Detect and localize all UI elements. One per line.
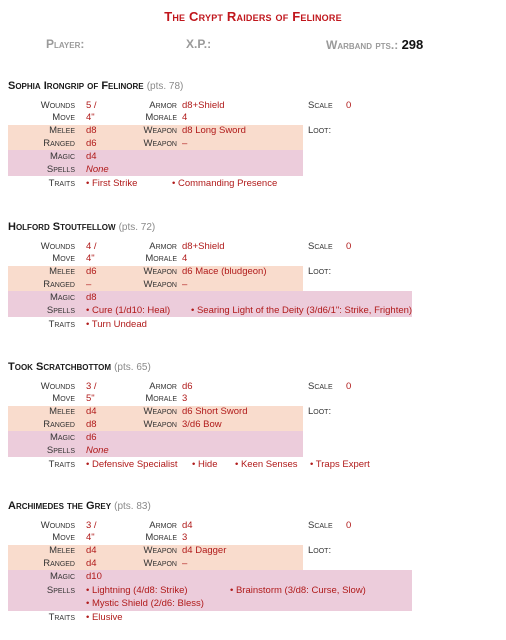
- warrior-name-row: [8, 80, 183, 92]
- armor-value: d8+Shield: [182, 241, 225, 252]
- warrior-card-took: [0, 361, 506, 483]
- wounds-label: Wounds: [40, 241, 75, 252]
- move-label: Move: [52, 253, 75, 264]
- armor-value: d4: [182, 520, 193, 531]
- wounds-value: 4 /: [86, 241, 97, 252]
- warrior-name: Holford Stoutfellow: [8, 221, 116, 233]
- melee-value: d4: [86, 545, 97, 556]
- warrior-pts: (pts. 78): [146, 81, 184, 92]
- melee-value: d4: [86, 406, 97, 417]
- move-label: Move: [52, 112, 75, 123]
- magic-label: Magic: [49, 571, 75, 582]
- morale-label: Morale: [145, 532, 177, 543]
- loot-label: Loot:: [308, 406, 332, 417]
- morale-label: Morale: [145, 112, 177, 123]
- armor-value: d6: [182, 381, 193, 392]
- magic-value: d8: [86, 292, 97, 303]
- wounds-value: 3 /: [86, 381, 97, 392]
- magic-value: d10: [86, 571, 102, 582]
- xp-label: X.P.:: [186, 37, 212, 51]
- warrior-card-holford: [0, 221, 506, 343]
- scale-value: 0: [346, 520, 352, 531]
- armor-label: Armor: [149, 241, 177, 252]
- trait-item: • Defensive Specialist: [86, 459, 178, 470]
- loot-label: Loot:: [308, 125, 332, 136]
- spell-item: • Searing Light of the Deity (3/d6/1": Strike, Frighten): [191, 305, 413, 316]
- warrior-name-row: [8, 221, 155, 233]
- scale-value: 0: [346, 100, 352, 111]
- melee-value: d8: [86, 125, 97, 136]
- loot-label: Loot:: [308, 545, 332, 556]
- scale-label: Scale: [308, 241, 333, 252]
- ranged-label: Ranged: [43, 419, 75, 430]
- traits-label: Traits: [48, 459, 75, 470]
- spells-label: Spells: [46, 305, 75, 316]
- melee-label: Melee: [49, 545, 75, 556]
- warrior-card-sophia: [0, 80, 506, 202]
- weapon-ranged-value: 3/d6 Bow: [182, 419, 222, 430]
- player-label: Player:: [46, 37, 85, 51]
- armor-label: Armor: [149, 381, 177, 392]
- magic-label: Magic: [49, 432, 75, 443]
- morale-value: 4: [182, 112, 188, 123]
- move-label: Move: [52, 393, 75, 404]
- spell-item: • Lightning (4/d8: Strike): [86, 585, 188, 596]
- magic-label: Magic: [49, 292, 75, 303]
- weapon-melee-value: d4 Dagger: [182, 545, 227, 556]
- weapon-melee-label: Weapon: [143, 406, 177, 417]
- morale-value: 3: [182, 393, 188, 404]
- warband-pts-value: 298: [401, 37, 424, 52]
- morale-value: 3: [182, 532, 188, 543]
- scale-value: 0: [346, 241, 352, 252]
- spells-label: Spells: [46, 585, 75, 596]
- spell-item: • Mystic Shield (2/d6: Bless): [86, 598, 204, 609]
- ranged-label: Ranged: [43, 558, 75, 569]
- morale-label: Morale: [145, 253, 177, 264]
- armor-label: Armor: [149, 520, 177, 531]
- morale-value: 4: [182, 253, 188, 264]
- trait-item: • First Strike: [86, 178, 138, 189]
- weapon-ranged-label: Weapon: [143, 138, 177, 149]
- traits-label: Traits: [48, 612, 75, 623]
- warrior-name-row: [8, 500, 151, 512]
- scale-label: Scale: [308, 381, 333, 392]
- spell-item: • Cure (1/d10: Heal): [86, 305, 171, 316]
- scale-label: Scale: [308, 100, 333, 111]
- armor-value: d8+Shield: [182, 100, 225, 111]
- move-value: 5": [86, 393, 95, 404]
- weapon-ranged-label: Weapon: [143, 419, 177, 430]
- move-value: 4": [86, 532, 95, 543]
- warrior-name: Archimedes the Grey: [8, 500, 112, 512]
- wounds-value: 5 /: [86, 100, 97, 111]
- warrior-pts: (pts. 83): [114, 501, 151, 512]
- weapon-melee-label: Weapon: [143, 266, 177, 277]
- melee-label: Melee: [49, 125, 75, 136]
- weapon-melee-label: Weapon: [143, 545, 177, 556]
- wounds-label: Wounds: [40, 520, 75, 531]
- warrior-name-row: [8, 361, 151, 373]
- weapon-ranged-value: –: [182, 558, 188, 569]
- warrior-pts: (pts. 72): [118, 222, 156, 233]
- warband-pts-field: [326, 37, 423, 52]
- wounds-value: 3 /: [86, 520, 97, 531]
- trait-item: • Commanding Presence: [172, 178, 278, 189]
- ranged-label: Ranged: [43, 138, 75, 149]
- trait-item: • Hide: [192, 459, 218, 470]
- move-value: 4": [86, 253, 95, 264]
- weapon-ranged-value: –: [182, 138, 188, 149]
- melee-value: d6: [86, 266, 97, 277]
- warrior-name: Sophia Irongrip of Felinore: [8, 80, 144, 92]
- move-value: 4": [86, 112, 95, 123]
- armor-label: Armor: [149, 100, 177, 111]
- trait-item: • Elusive: [86, 612, 123, 623]
- trait-item: • Turn Undead: [86, 319, 147, 330]
- ranged-value: –: [86, 279, 92, 290]
- warrior-name: Took Scratchbottom: [8, 361, 112, 373]
- magic-value: d4: [86, 151, 97, 162]
- weapon-melee-value: d6 Short Sword: [182, 406, 248, 417]
- magic-label: Magic: [49, 151, 75, 162]
- weapon-ranged-label: Weapon: [143, 558, 177, 569]
- warrior-pts: (pts. 65): [114, 362, 151, 373]
- warband-pts-label: Warband pts.:: [326, 38, 399, 52]
- spells-value: None: [86, 445, 109, 456]
- melee-label: Melee: [49, 406, 75, 417]
- wounds-label: Wounds: [40, 381, 75, 392]
- spells-value: None: [86, 164, 109, 175]
- weapon-melee-value: d6 Mace (bludgeon): [182, 266, 267, 277]
- wounds-label: Wounds: [40, 100, 75, 111]
- traits-label: Traits: [48, 178, 75, 189]
- scale-label: Scale: [308, 520, 333, 531]
- ranged-value: d4: [86, 558, 97, 569]
- page-title: The Crypt Raiders of Felinore: [164, 9, 342, 24]
- warrior-card-archimedes: [0, 500, 506, 636]
- weapon-ranged-label: Weapon: [143, 279, 177, 290]
- move-label: Move: [52, 532, 75, 543]
- traits-label: Traits: [48, 319, 75, 330]
- melee-label: Melee: [49, 266, 75, 277]
- spell-item: • Brainstorm (3/d8: Curse, Slow): [230, 585, 366, 596]
- spells-label: Spells: [46, 164, 75, 175]
- scale-value: 0: [346, 381, 352, 392]
- weapon-ranged-value: –: [182, 279, 188, 290]
- loot-label: Loot:: [308, 266, 332, 277]
- trait-item: • Traps Expert: [310, 459, 370, 470]
- trait-item: • Keen Senses: [235, 459, 298, 470]
- ranged-value: d6: [86, 138, 97, 149]
- morale-label: Morale: [145, 393, 177, 404]
- weapon-melee-label: Weapon: [143, 125, 177, 136]
- ranged-label: Ranged: [43, 279, 75, 290]
- weapon-melee-value: d8 Long Sword: [182, 125, 246, 136]
- spells-label: Spells: [46, 445, 75, 456]
- magic-value: d6: [86, 432, 97, 443]
- ranged-value: d8: [86, 419, 97, 430]
